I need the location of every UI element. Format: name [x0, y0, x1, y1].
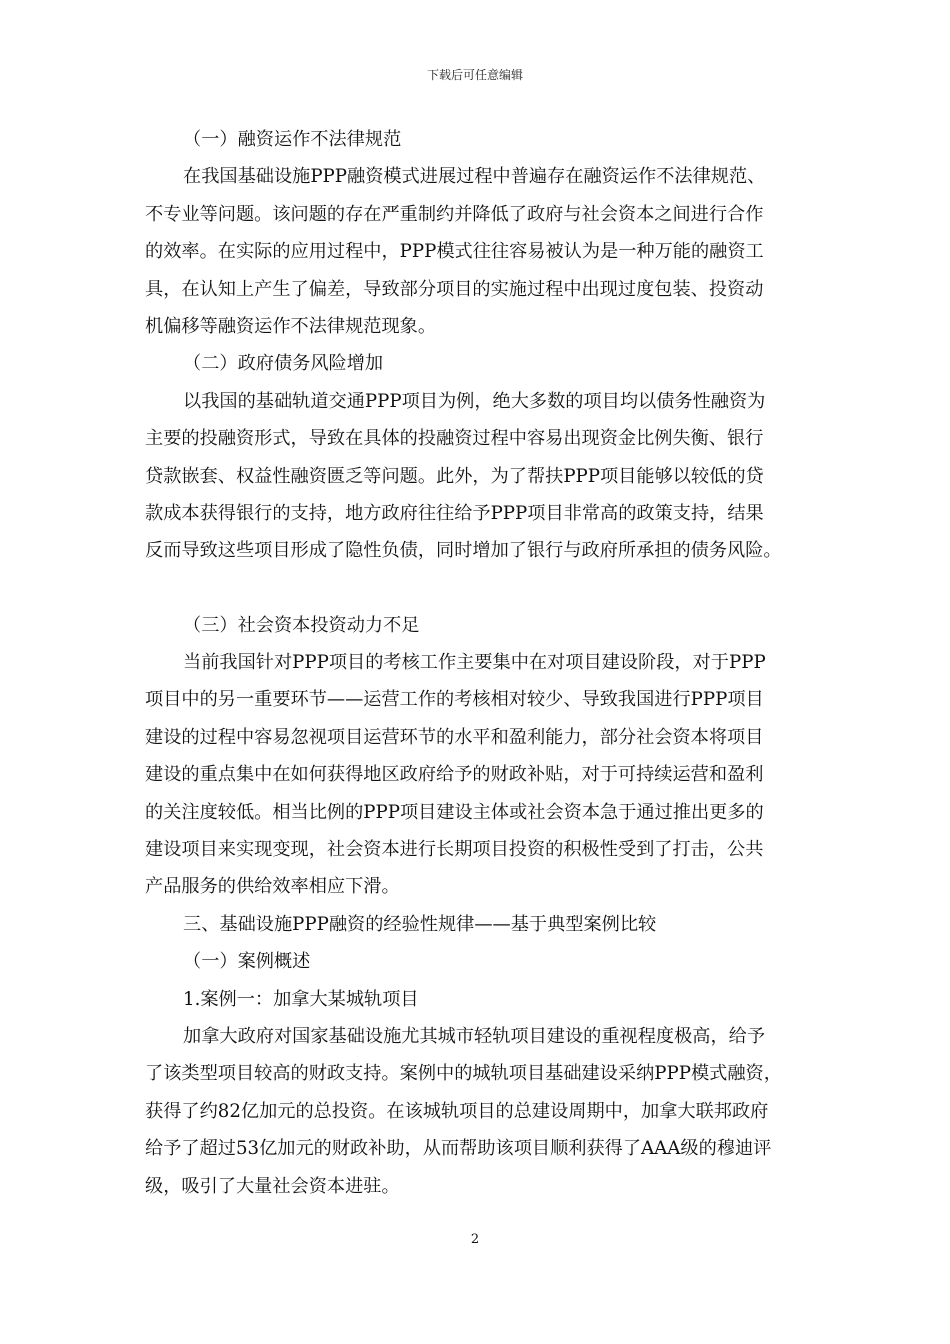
- paragraph: [145, 1018, 810, 1205]
- paragraph-line: 反而导致这些项目形成了隐性负债，同时增加了银行与政府所承担的债务风险。: [145, 540, 782, 562]
- paragraph-line: 级，吸引了大量社会资本进驻。: [145, 1175, 400, 1197]
- header-note: 下载后可任意编辑: [426, 68, 523, 82]
- paragraph-line: 了该类型项目较高的财政支持。案例中的城轨项目基础建设采纳PPP模式融资，: [145, 1063, 782, 1085]
- paragraph-line: 项目中的另一重要环节——运营工作的考核相对较少、导致我国进行PPP项目: [145, 689, 764, 711]
- paragraph-line: 机偏移等融资运作不法律规范现象。: [145, 315, 437, 337]
- page-number: 2: [470, 1232, 480, 1247]
- heading-text: 三、基础设施PPP融资的经验性规律——基于典型案例比较: [183, 913, 657, 935]
- heading-text: （一）融资运作不法律规范: [183, 129, 402, 150]
- section-heading: [145, 943, 810, 980]
- paragraph: [145, 158, 810, 345]
- paragraph-line: 不专业等问题。该问题的存在严重制约并降低了政府与社会资本之间进行合作: [145, 203, 764, 225]
- paragraph-line: 款成本获得银行的支持，地方政府往往给予PPP项目非常高的政策支持，结果: [145, 502, 764, 524]
- section-heading: [145, 981, 810, 1018]
- paragraph-line: 获得了约82亿加元的总投资。在该城轨项目的总建设周期中，加拿大联邦政府: [145, 1100, 769, 1122]
- paragraph: [145, 383, 810, 570]
- paragraph-line: 当前我国针对PPP项目的考核工作主要集中在对项目建设阶段，对于PPP: [183, 652, 766, 674]
- paragraph: [145, 644, 810, 906]
- paragraph-line: 的效率。在实际的应用过程中，PPP模式往往容易被认为是一种万能的融资工: [145, 241, 764, 263]
- paragraph-line: 在我国基础设施PPP融资模式进展过程中普遍存在融资运作不法律规范、: [183, 166, 766, 188]
- paragraph-line: 主要的投融资形式，导致在具体的投融资过程中容易出现资金比例失衡、银行: [145, 428, 764, 450]
- heading-text: （三）社会资本投资动力不足: [183, 614, 420, 636]
- paragraph-line: 建设的重点集中在如何获得地区政府给予的财政补贴，对于可持续运营和盈利: [145, 764, 764, 786]
- paragraph-line: 的关注度较低。相当比例的PPP项目建设主体或社会资本急于通过推出更多的: [145, 801, 764, 823]
- paragraph-line: 具，在认知上产生了偏差，导致部分项目的实施过程中出现过度包装、投资动: [145, 278, 764, 300]
- paragraph-line: 建设项目来实现变现，社会资本进行长期项目投资的积极性受到了打击，公共: [145, 839, 764, 861]
- blank-line: [145, 570, 810, 607]
- paragraph-line: 给予了超过53亿加元的财政补助，从而帮助该项目顺利获得了AAA级的穆迪评: [145, 1138, 772, 1160]
- section-heading: [145, 345, 810, 382]
- section-heading: [145, 121, 810, 158]
- section-heading: [145, 607, 810, 644]
- paragraph-line: 产品服务的供给效率相应下滑。: [145, 876, 400, 898]
- document-body: [145, 121, 810, 1205]
- heading-text: （一）案例概述: [183, 951, 311, 973]
- paragraph-line: 以我国的基础轨道交通PPP项目为例，绝大多数的项目均以债务性融资为: [183, 390, 766, 412]
- section-heading: [145, 906, 810, 943]
- paragraph-line: 贷款嵌套、权益性融资匮乏等问题。此外，为了帮扶PPP项目能够以较低的贷: [145, 465, 764, 487]
- heading-text: 1.案例一：加拿大某城轨项目: [183, 988, 419, 1010]
- paragraph-line: 建设的过程中容易忽视项目运营环节的水平和盈利能力，部分社会资本将项目: [145, 726, 764, 748]
- paragraph-line: 加拿大政府对国家基础设施尤其城市轻轨项目建设的重视程度极高，给予: [183, 1025, 766, 1047]
- heading-text: （二）政府债务风险增加: [183, 353, 384, 375]
